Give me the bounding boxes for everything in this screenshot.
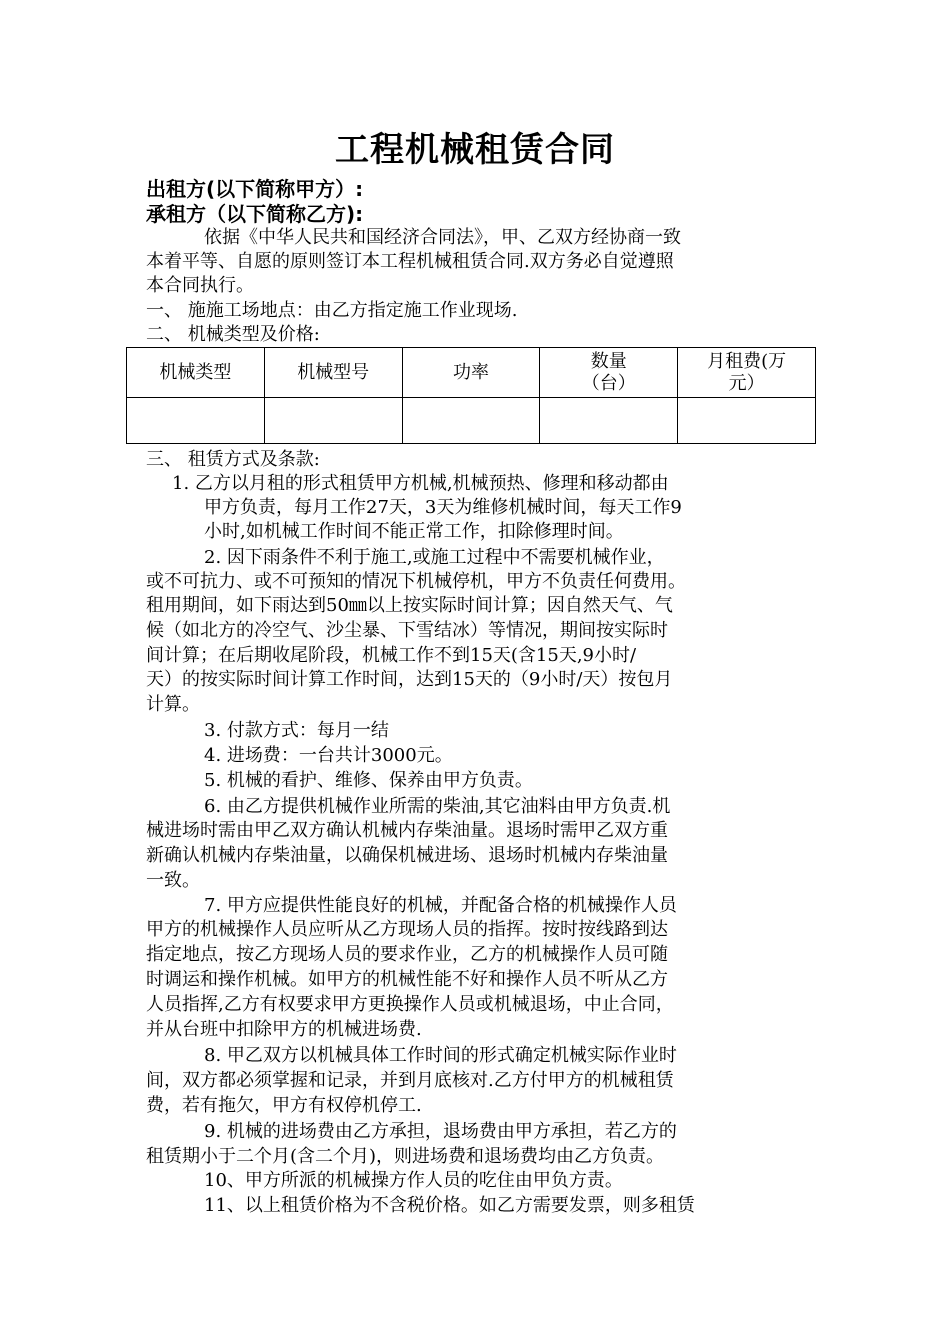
clause-1-line-1: 1. 乙方以月租的形式租赁甲方机械,机械预热、修理和移动都由	[172, 473, 669, 494]
clause-5: 5. 机械的看护、维修、保养由甲方负责。	[204, 770, 533, 791]
header-monthly-rent: 月租费(万 元）	[678, 348, 816, 398]
table-header-row	[127, 348, 816, 398]
table-cell	[264, 398, 402, 444]
clause-8-line-1: 8. 甲乙双方以机械具体工作时间的形式确定机械实际作业时	[204, 1045, 677, 1066]
header-machine-model: 机械型号	[264, 348, 402, 398]
header-machine-type: 机械类型	[127, 348, 265, 398]
clause-3: 3. 付款方式：每月一结	[204, 720, 389, 741]
clause-7-line-3: 指定地点，按乙方现场人员的要求作业，乙方的机械操作人员可随	[146, 944, 668, 965]
section-3: 三、 租赁方式及条款:	[146, 449, 320, 470]
clause-2-line-2: 或不可抗力、或不可预知的情况下机械停机，甲方不负责任何费用。	[146, 571, 686, 592]
table-row	[127, 398, 816, 444]
table-cell	[540, 398, 678, 444]
clause-2-line-3: 租用期间，如下雨达到50㎜以上按实际时间计算；因自然天气、气	[146, 595, 673, 616]
clause-8-line-3: 费，若有拖欠，甲方有权停机停工.	[146, 1095, 422, 1116]
header-power: 功率	[402, 348, 540, 398]
clause-11: 11、以上租赁价格为不含税价格。如乙方需要发票，则多租赁	[204, 1195, 695, 1216]
clause-1-line-3: 小时,如机械工作时间不能正常工作，扣除修理时间。	[204, 521, 624, 542]
lessee-label: 承租方（以下简称乙方):	[146, 202, 364, 226]
clause-2-line-6: 天）的按实际时间计算工作时间，达到15天的（9小时/天）按包月	[146, 669, 673, 690]
clause-1-line-2: 甲方负责，每月工作27天，3天为维修机械时间，每天工作9	[204, 497, 682, 518]
intro-line-2: 本着平等、自愿的原则签订本工程机械租赁合同.双方务必自觉遵照	[146, 251, 674, 272]
clause-10: 10、甲方所派的机械操方作人员的吃住由甲负方责。	[204, 1170, 623, 1191]
clause-8-line-2: 间，双方都必须掌握和记录，并到月底核对.乙方付甲方的机械租赁	[146, 1070, 674, 1091]
clause-6-line-1: 6. 由乙方提供机械作业所需的柴油,其它油料由甲方负责.机	[204, 796, 671, 817]
intro-line-3: 本合同执行。	[146, 275, 254, 296]
clause-2-line-5: 间计算；在后期收尾阶段，机械工作不到15天(含15天,9小时/	[146, 645, 637, 666]
clause-2-line-4: 候（如北方的冷空气、沙尘暴、下雪结冰）等情况，期间按实际时	[146, 620, 668, 641]
clause-7-line-2: 甲方的机械操作人员应听从乙方现场人员的指挥。按时按线路到达	[146, 919, 668, 940]
clause-7-line-6: 并从台班中扣除甲方的机械进场费.	[146, 1019, 422, 1040]
clause-6-line-3: 新确认机械内存柴油量，以确保机械进场、退场时机械内存柴油量	[146, 845, 668, 866]
clause-6-line-4: 一致。	[146, 870, 200, 891]
intro-line-1: 依据《中华人民共和国经济合同法》，甲、乙双方经协商一致	[204, 227, 681, 248]
header-quantity: 数量 （台）	[540, 348, 678, 398]
clause-4: 4. 进场费：一台共计3000元。	[204, 745, 453, 766]
clause-7-line-1: 7. 甲方应提供性能良好的机械，并配备合格的机械操作人员	[204, 895, 677, 916]
table-cell	[402, 398, 540, 444]
table-cell	[127, 398, 265, 444]
document-title: 工程机械租赁合同	[335, 130, 615, 170]
clause-7-line-5: 人员指挥,乙方有权要求甲方更换操作人员或机械退场，中止合同，	[146, 994, 674, 1015]
table-cell	[678, 398, 816, 444]
section-1: 一、 施施工场地点：由乙方指定施工作业现场.	[146, 300, 518, 321]
clause-6-line-2: 械进场时需由甲乙双方确认机械内存柴油量。退场时需甲乙双方重	[146, 820, 668, 841]
clause-7-line-4: 时调运和操作机械。如甲方的机械性能不好和操作人员不听从乙方	[146, 969, 668, 990]
lessor-label: 出租方(以下简称甲方）:	[146, 177, 364, 201]
section-2: 二、 机械类型及价格:	[146, 324, 320, 345]
clause-2-line-7: 计算。	[146, 694, 200, 715]
clause-9-line-2: 租赁期小于二个月(含二个月)，则进场费和退场费均由乙方负责。	[146, 1146, 665, 1167]
machinery-price-table	[126, 347, 816, 444]
clause-2-line-1: 2. 因下雨条件不利于施工,或施工过程中不需要机械作业，	[204, 547, 665, 568]
clause-9-line-1: 9. 机械的进场费由乙方承担，退场费由甲方承担，若乙方的	[204, 1121, 677, 1142]
